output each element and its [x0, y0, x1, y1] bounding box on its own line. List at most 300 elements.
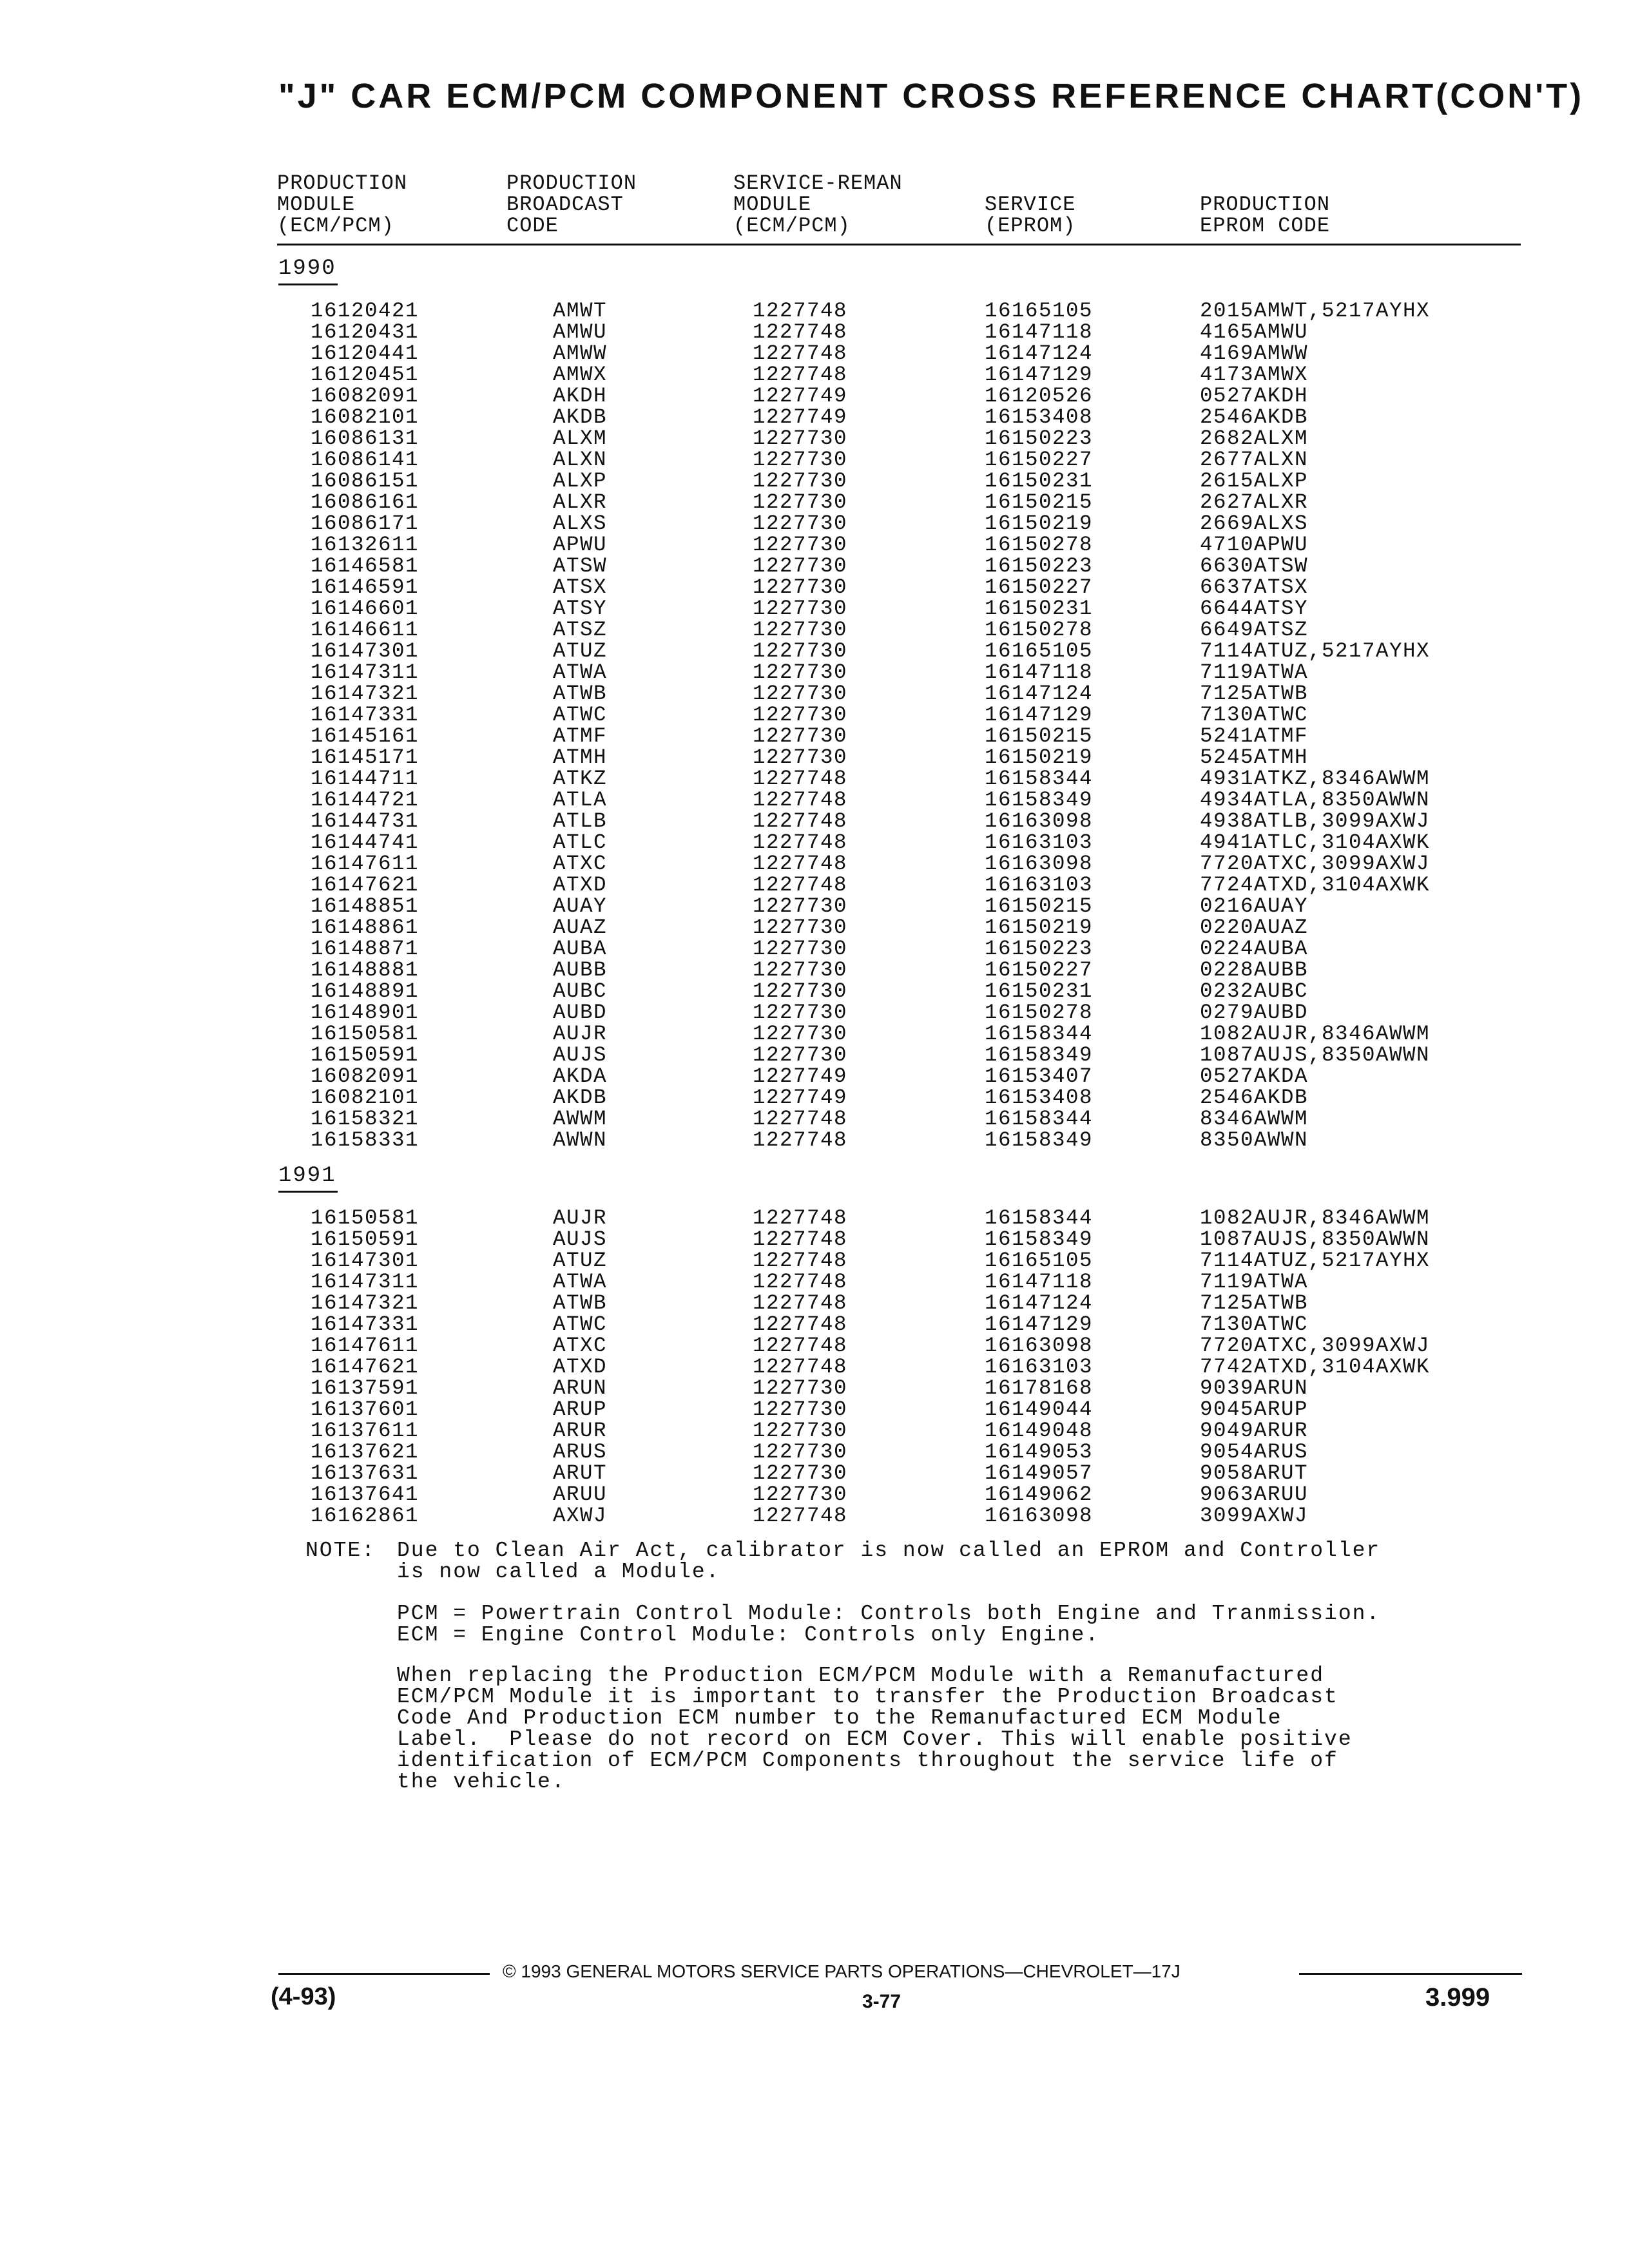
table-cell: 1227749: [753, 1086, 848, 1110]
table-cell: 1227748: [753, 1334, 848, 1358]
table-cell: 16153408: [985, 1086, 1094, 1110]
table-cell: 2669ALXS: [1200, 512, 1309, 535]
table-cell: 16147118: [985, 320, 1094, 344]
table-cell: ATUZ: [553, 639, 608, 663]
table-cell: 16146581: [311, 554, 419, 578]
table-cell: 7114ATUZ,5217AYHX: [1200, 639, 1431, 663]
table-cell: 1227748: [753, 1312, 848, 1336]
note-line: When replacing the Production ECM/PCM Module with a Remanufactured: [397, 1664, 1325, 1687]
table-cell: 4173AMWX: [1200, 363, 1309, 387]
table-cell: 16150219: [985, 512, 1094, 535]
table-cell: 1082AUJR,8346AWWM: [1200, 1206, 1431, 1230]
table-cell: 1227730: [753, 469, 848, 493]
footer-date: (4-93): [271, 1983, 336, 2010]
table-cell: AUBC: [553, 979, 608, 1003]
column-header-line: MODULE: [277, 193, 356, 216]
table-cell: 16150227: [985, 448, 1094, 472]
table-cell: AUJS: [553, 1043, 608, 1067]
column-header: [733, 173, 946, 236]
table-cell: 1227730: [753, 1398, 848, 1421]
table-cell: 1227730: [753, 512, 848, 535]
table-cell: 7742ATXD,3104AXWK: [1200, 1355, 1431, 1379]
table-cell: ATWA: [553, 660, 608, 684]
table-cell: 6630ATSW: [1200, 554, 1309, 578]
column-header: [506, 173, 674, 236]
table-cell: 1227730: [753, 618, 848, 642]
table-cell: 1227730: [753, 1483, 848, 1506]
table-cell: ATWA: [553, 1270, 608, 1294]
table-cell: 1227730: [753, 979, 848, 1003]
table-cell: 1227730: [753, 1461, 848, 1485]
table-cell: 16148901: [311, 1001, 419, 1024]
table-cell: 1227748: [753, 320, 848, 344]
table-cell: AKDA: [553, 1064, 608, 1088]
table-cell: ALXS: [553, 512, 608, 535]
table-cell: AUBD: [553, 1001, 608, 1024]
note-line: is now called a Module.: [397, 1560, 720, 1584]
note-line: Label. Please do not record on ECM Cover. This will enable positive: [397, 1727, 1353, 1751]
table-cell: 16148851: [311, 894, 419, 918]
table-cell: 16148871: [311, 937, 419, 961]
table-cell: ATSX: [553, 575, 608, 599]
table-cell: 8350AWWN: [1200, 1128, 1309, 1152]
table-cell: 1087AUJS,8350AWWN: [1200, 1227, 1431, 1251]
table-cell: 7119ATWA: [1200, 660, 1309, 684]
table-cell: 16147621: [311, 873, 419, 897]
table-cell: 16149057: [985, 1461, 1094, 1485]
note-line: Code And Production ECM number to the Remanufactured ECM Module: [397, 1706, 1282, 1730]
table-cell: 16158344: [985, 1206, 1094, 1230]
table-cell: 16147129: [985, 703, 1094, 727]
column-header-line: MODULE: [733, 193, 812, 216]
table-cell: 0232AUBC: [1200, 979, 1309, 1003]
table-cell: 16150231: [985, 979, 1094, 1003]
table-cell: AUJR: [553, 1022, 608, 1046]
table-cell: 16150223: [985, 937, 1094, 961]
column-header-line: (ECM/PCM): [733, 214, 851, 238]
table-cell: ALXN: [553, 448, 608, 472]
table-cell: ATWC: [553, 703, 608, 727]
table-cell: ATSW: [553, 554, 608, 578]
table-cell: 1227748: [753, 767, 848, 791]
table-cell: 16150223: [985, 554, 1094, 578]
table-cell: 16150278: [985, 533, 1094, 557]
table-cell: ATXC: [553, 1334, 608, 1358]
table-cell: 16144711: [311, 767, 419, 791]
table-cell: 1227748: [753, 1270, 848, 1294]
table-cell: 16150591: [311, 1227, 419, 1251]
table-cell: 16147118: [985, 660, 1094, 684]
note-line: ECM/PCM Module it is important to transfer the Production Broadcast: [397, 1685, 1338, 1709]
table-cell: 6644ATSY: [1200, 597, 1309, 620]
table-cell: 1227748: [753, 831, 848, 854]
table-cell: ATXC: [553, 852, 608, 876]
column-header-line: BROADCAST: [506, 193, 624, 216]
table-cell: ARUN: [553, 1376, 608, 1400]
table-cell: AWWM: [553, 1107, 608, 1131]
table-cell: 16086131: [311, 427, 419, 450]
table-cell: 16137591: [311, 1376, 419, 1400]
column-header-line: PRODUCTION: [277, 171, 408, 195]
table-cell: 16163103: [985, 831, 1094, 854]
note-line: the vehicle.: [397, 1770, 566, 1794]
table-cell: 16082101: [311, 405, 419, 429]
table-cell: 1227730: [753, 448, 848, 472]
table-cell: ATLA: [553, 788, 608, 812]
table-cell: AUBB: [553, 958, 608, 982]
column-header-line: (EPROM): [985, 214, 1076, 238]
table-cell: 1227730: [753, 894, 848, 918]
table-cell: 16120451: [311, 363, 419, 387]
year-heading: 1991: [278, 1164, 336, 1188]
table-cell: APWU: [553, 533, 608, 557]
table-cell: 16150215: [985, 490, 1094, 514]
table-cell: 16153408: [985, 405, 1094, 429]
table-cell: 7720ATXC,3099AXWJ: [1200, 852, 1431, 876]
table-cell: 16120441: [311, 341, 419, 365]
table-cell: 1227748: [753, 788, 848, 812]
page-title: "J" CAR ECM/PCM COMPONENT CROSS REFERENCE CHART(CON'T): [278, 77, 1585, 115]
table-cell: 16082101: [311, 1086, 419, 1110]
table-cell: 6637ATSX: [1200, 575, 1309, 599]
table-cell: 1227730: [753, 1419, 848, 1443]
table-cell: 4931ATKZ,8346AWWM: [1200, 767, 1431, 791]
footer-rule-right: [1299, 1973, 1522, 1975]
table-cell: AMWT: [553, 299, 608, 323]
table-cell: 1227730: [753, 1043, 848, 1067]
table-cell: 16150278: [985, 1001, 1094, 1024]
table-cell: 2677ALXN: [1200, 448, 1309, 472]
table-cell: 0527AKDA: [1200, 1064, 1309, 1088]
table-cell: 1227748: [753, 1107, 848, 1131]
table-cell: 1227748: [753, 873, 848, 897]
table-cell: 4938ATLB,3099AXWJ: [1200, 809, 1431, 833]
table-cell: 16148881: [311, 958, 419, 982]
table-cell: 16150223: [985, 427, 1094, 450]
table-cell: 16147331: [311, 703, 419, 727]
table-cell: 16120421: [311, 299, 419, 323]
table-cell: 16146611: [311, 618, 419, 642]
table-cell: 3099AXWJ: [1200, 1504, 1309, 1528]
table-cell: 16150231: [985, 469, 1094, 493]
table-cell: ATWB: [553, 1291, 608, 1315]
table-cell: 1227730: [753, 490, 848, 514]
table-cell: AMWX: [553, 363, 608, 387]
table-cell: 2015AMWT,5217AYHX: [1200, 299, 1431, 323]
column-header-line: SERVICE: [985, 193, 1076, 216]
table-cell: 0527AKDH: [1200, 384, 1309, 408]
table-cell: 16165105: [985, 639, 1094, 663]
column-header-line: PRODUCTION: [1200, 193, 1331, 216]
table-cell: 16163098: [985, 1334, 1094, 1358]
table-cell: 2627ALXR: [1200, 490, 1309, 514]
table-cell: 16147124: [985, 341, 1094, 365]
table-cell: 16158344: [985, 1022, 1094, 1046]
table-cell: 9058ARUT: [1200, 1461, 1309, 1485]
table-cell: 1227748: [753, 341, 848, 365]
year-underline: [278, 1191, 338, 1193]
table-cell: 1227748: [753, 1128, 848, 1152]
table-cell: 1227749: [753, 1064, 848, 1088]
table-cell: 16158349: [985, 788, 1094, 812]
table-cell: 0224AUBA: [1200, 937, 1309, 961]
table-cell: 16150278: [985, 618, 1094, 642]
table-cell: 16150215: [985, 894, 1094, 918]
table-cell: 2546AKDB: [1200, 1086, 1309, 1110]
table-cell: 16144741: [311, 831, 419, 854]
note-label: NOTE:: [305, 1539, 376, 1562]
table-cell: 16146591: [311, 575, 419, 599]
table-cell: 7130ATWC: [1200, 1312, 1309, 1336]
table-cell: 1227749: [753, 405, 848, 429]
table-cell: 7114ATUZ,5217AYHX: [1200, 1249, 1431, 1273]
table-cell: 2546AKDB: [1200, 405, 1309, 429]
table-cell: ALXP: [553, 469, 608, 493]
table-cell: 1227730: [753, 745, 848, 769]
table-cell: 4934ATLA,8350AWWN: [1200, 788, 1431, 812]
table-cell: 4710APWU: [1200, 533, 1309, 557]
table-cell: AUJR: [553, 1206, 608, 1230]
table-cell: 16086141: [311, 448, 419, 472]
table-cell: 7130ATWC: [1200, 703, 1309, 727]
table-cell: 7125ATWB: [1200, 1291, 1309, 1315]
table-cell: 1227748: [753, 1355, 848, 1379]
table-cell: AMWU: [553, 320, 608, 344]
table-cell: 16150219: [985, 745, 1094, 769]
table-cell: ATMH: [553, 745, 608, 769]
table-cell: AKDH: [553, 384, 608, 408]
table-cell: 16150581: [311, 1022, 419, 1046]
table-cell: ATXD: [553, 873, 608, 897]
table-cell: 16147611: [311, 852, 419, 876]
table-cell: 9045ARUP: [1200, 1398, 1309, 1421]
table-cell: 9039ARUN: [1200, 1376, 1309, 1400]
table-cell: ATSY: [553, 597, 608, 620]
table-cell: 16150581: [311, 1206, 419, 1230]
table-cell: 0220AUAZ: [1200, 916, 1309, 939]
footer-copyright: © 1993 GENERAL MOTORS SERVICE PARTS OPERATIONS—CHEVROLET—17J: [503, 1961, 1181, 1981]
table-cell: 1227730: [753, 1376, 848, 1400]
table-cell: 16158349: [985, 1128, 1094, 1152]
table-cell: ATMF: [553, 724, 608, 748]
table-cell: 0228AUBB: [1200, 958, 1309, 982]
table-cell: 16147321: [311, 1291, 419, 1315]
table-cell: ARUP: [553, 1398, 608, 1421]
table-cell: 1227748: [753, 809, 848, 833]
table-cell: 16132611: [311, 533, 419, 557]
table-cell: AMWW: [553, 341, 608, 365]
table-cell: AUBA: [553, 937, 608, 961]
table-cell: 1227730: [753, 533, 848, 557]
table-cell: 1227749: [753, 384, 848, 408]
table-cell: ALXM: [553, 427, 608, 450]
table-cell: 1227748: [753, 1206, 848, 1230]
year-heading: 1990: [278, 256, 336, 281]
table-cell: 9049ARUR: [1200, 1419, 1309, 1443]
table-cell: 1227730: [753, 958, 848, 982]
table-cell: ATUZ: [553, 1249, 608, 1273]
table-cell: 16086171: [311, 512, 419, 535]
table-cell: 16158349: [985, 1043, 1094, 1067]
table-cell: 16137601: [311, 1398, 419, 1421]
table-cell: 16163098: [985, 1504, 1094, 1528]
table-cell: 1227730: [753, 639, 848, 663]
table-cell: 16146601: [311, 597, 419, 620]
table-cell: 16147301: [311, 1249, 419, 1273]
table-cell: 1227730: [753, 937, 848, 961]
table-cell: 16158321: [311, 1107, 419, 1131]
table-cell: 1227730: [753, 682, 848, 706]
table-cell: 4169AMWW: [1200, 341, 1309, 365]
table-cell: 16147129: [985, 363, 1094, 387]
note-line: identification of ECM/PCM Components throughout the service life of: [397, 1749, 1338, 1773]
table-cell: ALXR: [553, 490, 608, 514]
table-cell: 16147311: [311, 660, 419, 684]
table-cell: 16147331: [311, 1312, 419, 1336]
table-cell: 16147124: [985, 682, 1094, 706]
table-cell: 1227748: [753, 1504, 848, 1528]
table-cell: 16147124: [985, 1291, 1094, 1315]
table-cell: 16158344: [985, 767, 1094, 791]
table-cell: 16148891: [311, 979, 419, 1003]
table-cell: 1227730: [753, 597, 848, 620]
table-cell: ATWB: [553, 682, 608, 706]
table-cell: 5245ATMH: [1200, 745, 1309, 769]
table-cell: 7720ATXC,3099AXWJ: [1200, 1334, 1431, 1358]
table-cell: 16149062: [985, 1483, 1094, 1506]
table-cell: 8346AWWM: [1200, 1107, 1309, 1131]
table-cell: 1227748: [753, 363, 848, 387]
table-cell: 16137631: [311, 1461, 419, 1485]
table-cell: 1227730: [753, 660, 848, 684]
table-cell: 1227748: [753, 852, 848, 876]
table-cell: 16147611: [311, 1334, 419, 1358]
table-cell: 16120431: [311, 320, 419, 344]
year-underline: [278, 284, 338, 285]
table-cell: AUAZ: [553, 916, 608, 939]
table-cell: ATLB: [553, 809, 608, 833]
table-cell: 16150231: [985, 597, 1094, 620]
table-cell: 1227730: [753, 1440, 848, 1464]
note-line: PCM = Powertrain Control Module: Controls both Engine and Tranmission.: [397, 1602, 1381, 1626]
table-cell: 1227730: [753, 724, 848, 748]
table-cell: 9054ARUS: [1200, 1440, 1309, 1464]
column-header-line: EPROM CODE: [1200, 214, 1331, 238]
table-cell: 16165105: [985, 1249, 1094, 1273]
table-cell: 1227730: [753, 1001, 848, 1024]
table-cell: 4941ATLC,3104AXWK: [1200, 831, 1431, 854]
table-cell: AUJS: [553, 1227, 608, 1251]
table-cell: ATLC: [553, 831, 608, 854]
table-cell: ATKZ: [553, 767, 608, 791]
table-cell: 1227748: [753, 1291, 848, 1315]
table-cell: 16150227: [985, 575, 1094, 599]
column-header-line: PRODUCTION: [506, 171, 637, 195]
table-cell: ATSZ: [553, 618, 608, 642]
footer-page-number: 3-77: [862, 1991, 901, 2012]
footer-section-number: 3.999: [1425, 1983, 1490, 2012]
table-cell: 16147118: [985, 1270, 1094, 1294]
table-cell: 16082091: [311, 1064, 419, 1088]
table-cell: 6649ATSZ: [1200, 618, 1309, 642]
table-cell: 1082AUJR,8346AWWM: [1200, 1022, 1431, 1046]
table-cell: 4165AMWU: [1200, 320, 1309, 344]
table-cell: 16144721: [311, 788, 419, 812]
table-cell: 1227748: [753, 1227, 848, 1251]
table-cell: 16153407: [985, 1064, 1094, 1088]
table-cell: 16120526: [985, 384, 1094, 408]
column-header-line: (ECM/PCM): [277, 214, 394, 238]
table-cell: 16178168: [985, 1376, 1094, 1400]
table-cell: AKDB: [553, 1086, 608, 1110]
table-cell: 16147301: [311, 639, 419, 663]
table-cell: AKDB: [553, 405, 608, 429]
table-cell: 16163103: [985, 873, 1094, 897]
table-cell: 16150215: [985, 724, 1094, 748]
table-cell: 16150227: [985, 958, 1094, 982]
table-cell: 16144731: [311, 809, 419, 833]
table-cell: 2682ALXM: [1200, 427, 1309, 450]
table-cell: 16137611: [311, 1419, 419, 1443]
table-cell: 16082091: [311, 384, 419, 408]
table-cell: 1227730: [753, 1022, 848, 1046]
column-header-line: CODE: [506, 214, 559, 238]
table-cell: 1227730: [753, 703, 848, 727]
table-cell: 16163103: [985, 1355, 1094, 1379]
table-cell: 16158331: [311, 1128, 419, 1152]
table-cell: ARUR: [553, 1419, 608, 1443]
table-cell: ATXD: [553, 1355, 608, 1379]
table-cell: AUAY: [553, 894, 608, 918]
table-cell: 16150219: [985, 916, 1094, 939]
footer-rule-left: [278, 1973, 490, 1975]
table-cell: 16158349: [985, 1227, 1094, 1251]
table-cell: 16147321: [311, 682, 419, 706]
table-cell: 1227730: [753, 916, 848, 939]
table-cell: 16137621: [311, 1440, 419, 1464]
table-cell: 16150591: [311, 1043, 419, 1067]
table-cell: ATWC: [553, 1312, 608, 1336]
table-cell: ARUU: [553, 1483, 608, 1506]
table-cell: 0279AUBD: [1200, 1001, 1309, 1024]
table-cell: 1087AUJS,8350AWWN: [1200, 1043, 1431, 1067]
table-cell: 1227748: [753, 299, 848, 323]
table-cell: 2615ALXP: [1200, 469, 1309, 493]
table-cell: AXWJ: [553, 1504, 608, 1528]
table-cell: 16147129: [985, 1312, 1094, 1336]
table-cell: 7724ATXD,3104AXWK: [1200, 873, 1431, 897]
table-cell: 16145171: [311, 745, 419, 769]
table-cell: AWWN: [553, 1128, 608, 1152]
table-cell: ARUS: [553, 1440, 608, 1464]
table-cell: 16162861: [311, 1504, 419, 1528]
table-cell: 7125ATWB: [1200, 682, 1309, 706]
header-rule: [277, 244, 1521, 245]
table-cell: 5241ATMF: [1200, 724, 1309, 748]
note-line: ECM = Engine Control Module: Controls only Engine.: [397, 1623, 1100, 1647]
column-header: [277, 173, 445, 236]
table-cell: 9063ARUU: [1200, 1483, 1309, 1506]
table-cell: 16149044: [985, 1398, 1094, 1421]
table-cell: 1227730: [753, 427, 848, 450]
table-cell: 16147311: [311, 1270, 419, 1294]
table-cell: 16086161: [311, 490, 419, 514]
column-header: [985, 194, 1152, 236]
table-cell: 16145161: [311, 724, 419, 748]
table-cell: 1227748: [753, 1249, 848, 1273]
column-header-line: SERVICE-REMAN: [733, 171, 903, 195]
table-cell: 16165105: [985, 299, 1094, 323]
